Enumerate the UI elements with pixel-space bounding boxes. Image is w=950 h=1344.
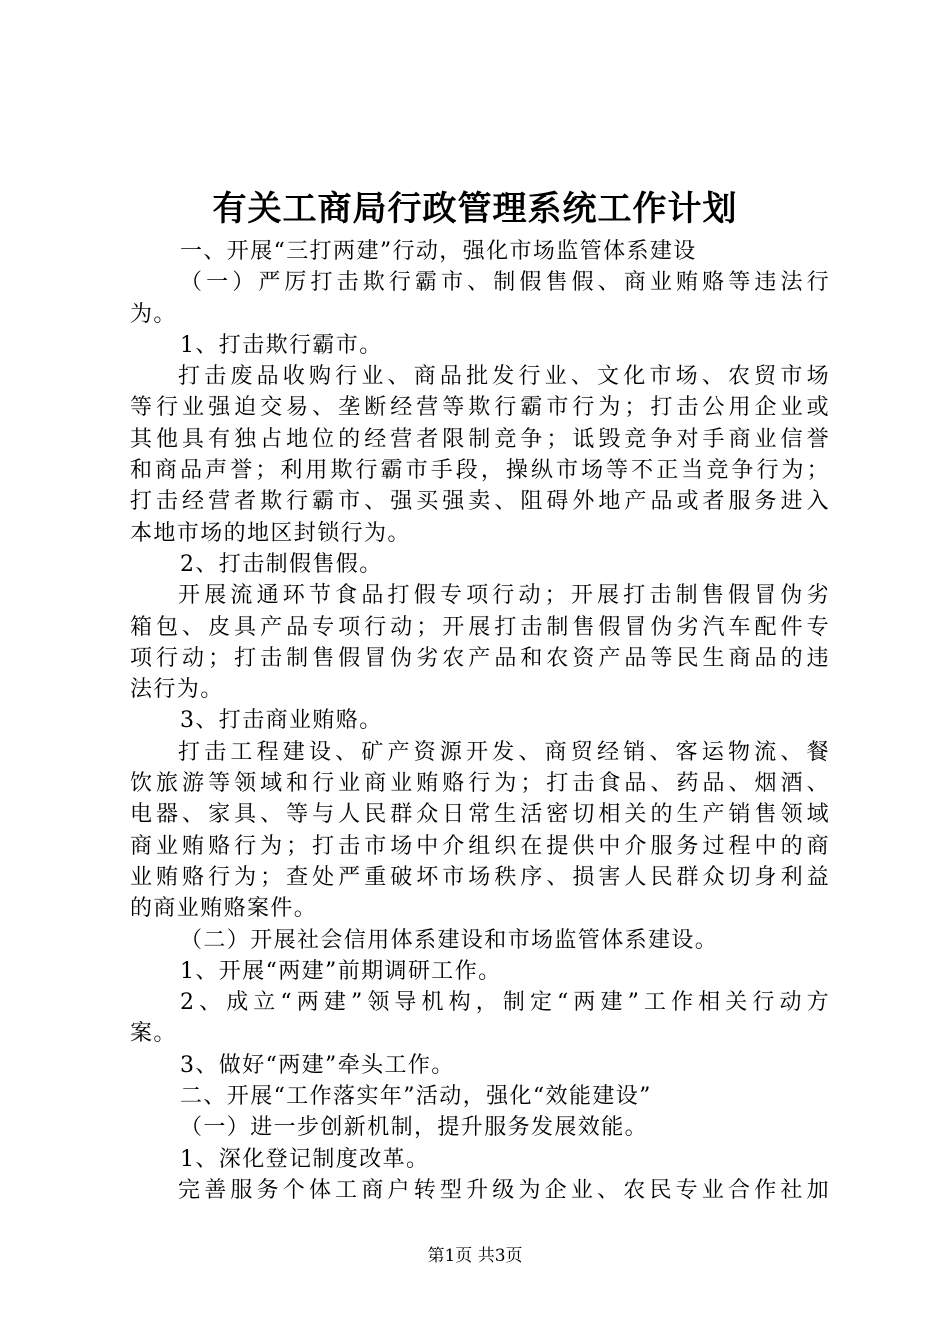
text-line: 项行动；打击制售假冒伪劣农产品和农资产品等民生商品的违 — [130, 645, 830, 671]
text-line: 法行为。 — [130, 677, 224, 703]
text-line: 商业贿赂行为；打击市场中介组织在提供中介服务过程中的商 — [130, 833, 830, 859]
text-line: 打击经营者欺行霸市、强买强卖、阻碍外地产品或者服务进入 — [130, 489, 830, 515]
text-line: 1、打击欺行霸市。 — [180, 332, 383, 358]
document-body — [130, 236, 830, 1206]
text-line: 一、开展“三打两建”行动，强化市场监管体系建设 — [180, 239, 697, 264]
text-line: 其他具有独占地位的经营者限制竞争；诋毁竞争对手商业信誉 — [130, 426, 830, 452]
text-line: （一）严厉打击欺行霸市、制假售假、商业贿赂等违法行 — [180, 270, 830, 296]
text-line: 打击废品收购行业、商品批发行业、文化市场、农贸市场 — [178, 364, 830, 390]
text-line: 二、开展“工作落实年”活动，强化“效能建设” — [180, 1084, 652, 1110]
text-line: （二）开展社会信用体系建设和市场监管体系建设。 — [180, 927, 719, 953]
text-line: 1、深化登记制度改革。 — [180, 1146, 430, 1172]
text-line: 打击工程建设、矿产资源开发、商贸经销、客运物流、餐 — [178, 739, 830, 765]
page-footer: 第1页 共3页 — [427, 1246, 523, 1266]
text-line: 2、成立“两建”领导机构，制定“两建”工作相关行动方 — [180, 990, 830, 1016]
text-line: 3、做好“两建”牵头工作。 — [180, 1052, 455, 1078]
text-line: 开展流通环节食品打假专项行动；开展打击制售假冒伪劣 — [178, 583, 830, 609]
text-line: 完善服务个体工商户转型升级为企业、农民专业合作社加 — [178, 1177, 830, 1203]
text-line: 1、开展“两建”前期调研工作。 — [180, 958, 502, 984]
text-line: 本地市场的地区封锁行为。 — [130, 520, 411, 546]
text-line: 的商业贿赂案件。 — [130, 896, 318, 922]
text-line: 为。 — [130, 301, 177, 327]
text-line: 3、打击商业贿赂。 — [180, 708, 383, 734]
text-line: 2、打击制假售假。 — [180, 551, 383, 577]
text-line: （一）进一步创新机制，提升服务发展效能。 — [180, 1115, 649, 1141]
text-line: 箱包、皮具产品专项行动；开展打击制售假冒伪劣汽车配件专 — [130, 614, 830, 640]
document-title: 有关工商局行政管理系统工作计划 — [212, 189, 738, 229]
text-line: 业贿赂行为；查处严重破坏市场秩序、损害人民群众切身利益 — [130, 864, 830, 890]
text-line: 电器、家具、等与人民群众日常生活密切相关的生产销售领域 — [130, 802, 830, 828]
text-line: 案。 — [130, 1021, 177, 1047]
text-line: 和商品声誉；利用欺行霸市手段，操纵市场等不正当竞争行为； — [130, 458, 830, 484]
text-line: 饮旅游等领域和行业商业贿赂行为；打击食品、药品、烟酒、 — [130, 771, 830, 797]
text-line: 等行业强迫交易、垄断经营等欺行霸市行为；打击公用企业或 — [130, 395, 830, 421]
